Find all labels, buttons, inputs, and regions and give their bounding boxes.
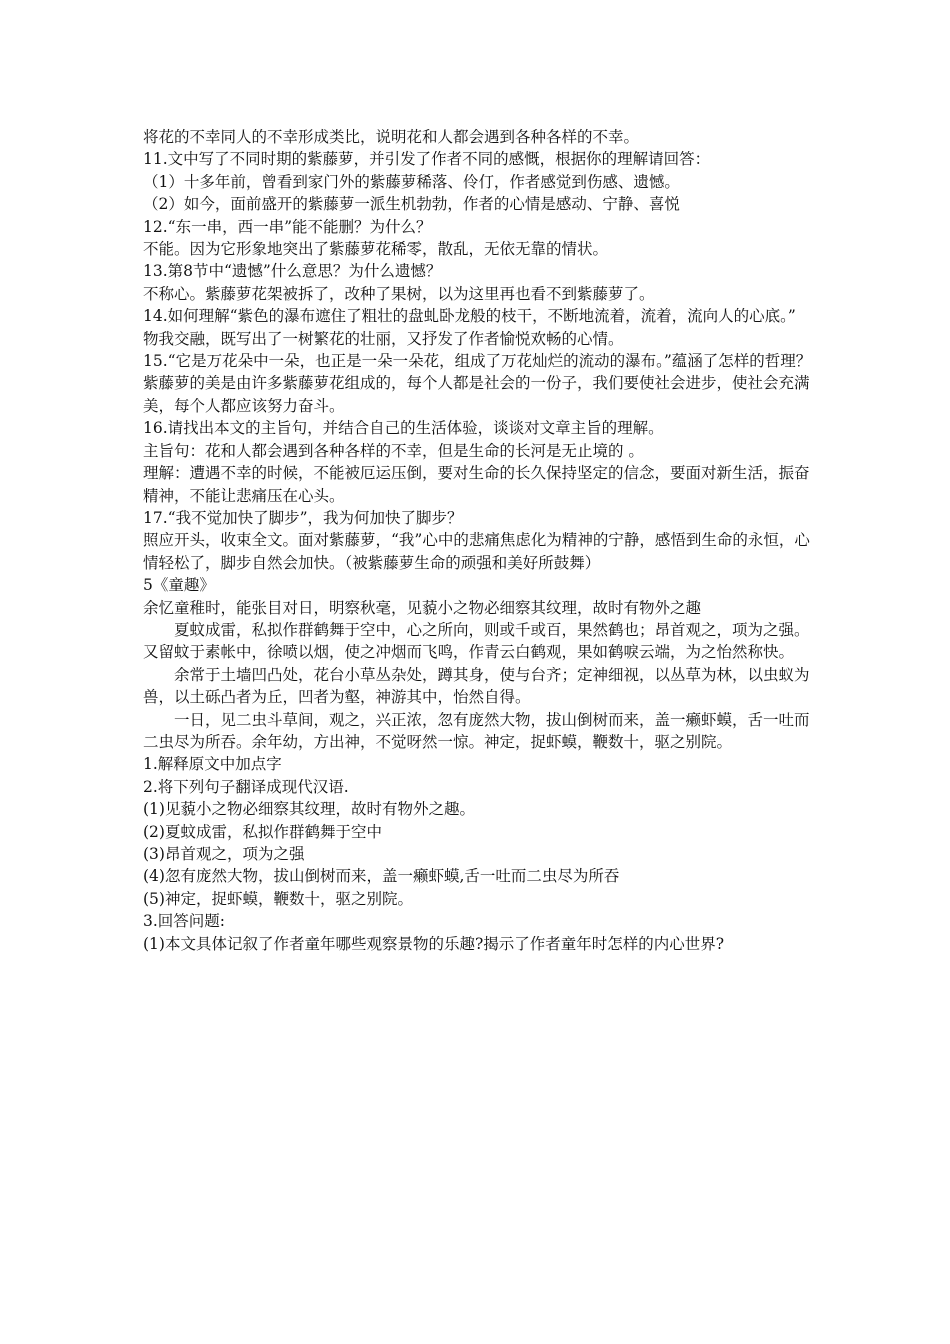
question-11: 11.文中写了不同时期的紫藤萝，并引发了作者不同的感慨，根据你的理解请回答： (143, 150, 711, 169)
document-page (143, 126, 815, 955)
question-13: 13.第8节中“遗憾”什么意思？为什么遗憾？ (143, 262, 442, 281)
text-line: 将花的不幸同人的不幸形成类比，说明花和人都会遇到各种各样的不幸。 (143, 128, 640, 146)
section-title: 5《童趣》 (143, 576, 215, 595)
answer-11-1: （1）十多年前，曾看到家门外的紫藤萝稀落、伶仃，作者感觉到伤感、遗憾。 (143, 172, 680, 191)
question-16: 16.请找出本文的主旨句，并结合自己的生活体验，谈谈对文章主旨的理解。 (143, 419, 664, 438)
exercise-3-item-1: (1)本文具体记叙了作者童年哪些观察景物的乐趣?揭示了作者童年时怎样的内心世界? (143, 934, 725, 953)
passage-paragraph-4: 一日，见二虫斗草间，观之，兴正浓，忽有庞然大物，拔山倒树而来，盖一癞虾蟆，舌一吐而二虫尽为所吞。余年幼，方出神，不觉呀然一惊。神定，捉虾蟆，鞭数十，驱之别院。 (143, 710, 810, 751)
exercise-2-item-1: (1)见藐小之物必细察其纹理，故时有物外之趣。 (143, 800, 475, 819)
passage-paragraph-2: 夏蚊成雷，私拟作群鹤舞于空中，心之所向，则或千或百，果然鹤也；昂首观之，项为之强。又留蚊于素帐中，徐喷以烟，使之冲烟而飞鸣，作青云白鹤观，果如鹤唳云端，为之怡然称快。 (143, 620, 810, 662)
answer-16-theme: 主旨句：花和人都会遇到各种各样的不幸，但是生命的长河是无止境的 。 (143, 441, 644, 460)
exercise-2-item-3: (3)昂首观之，项为之强 (143, 845, 305, 863)
question-15: 15.“它是万花朵中一朵，也正是一朵一朵花，组成了万花灿烂的流动的瀑布。”蕴涵了怎样的哲理？ (143, 352, 812, 371)
answer-16-understanding: 理解：遭遇不幸的时候，不能被厄运压倒，要对生命的长久保持坚定的信念，要面对新生活，振奋精神，不能让悲痛压在心头。 (143, 464, 810, 505)
passage-paragraph-3: 余常于土墙凹凸处，花台小草丛杂处，蹲其身，使与台齐；定神细视，以丛草为林，以虫蚁为兽，以土砾凸者为丘，凹者为壑，神游其中，怡然自得。 (143, 665, 810, 707)
answer-14: 物我交融，既写出了一树繁花的壮丽，又抒发了作者愉悦欢畅的心情。 (143, 329, 624, 348)
exercise-1: 1.解释原文中加点字 (143, 755, 282, 774)
exercise-2-item-2: (2)夏蚊成雷，私拟作群鹤舞于空中 (143, 822, 382, 841)
question-17: 17.“我不觉加快了脚步”，我为何加快了脚步？ (143, 508, 463, 527)
answer-11-2: （2）如今，面前盛开的紫藤萝一派生机勃勃，作者的心情是感动、宁静、喜悦 (143, 195, 680, 214)
exercise-2-item-4: (4)忽有庞然大物，拔山倒树而来，盖一癞虾蟆,舌一吐而二虫尽为所吞 (143, 867, 620, 886)
answer-15: 紫藤萝的美是由许多紫藤萝花组成的，每个人都是社会的一份子，我们要使社会进步，使社会充满美，每个人都应该努力奋斗。 (143, 374, 810, 415)
answer-17: 照应开头，收束全文。面对紫藤萝，“我”心中的悲痛焦虑化为精神的宁静，感悟到生命的永恒，心情轻松了，脚步自然会加快。（被紫藤萝生命的顽强和美好所鼓舞） (143, 531, 810, 572)
exercise-2: 2.将下列句子翻译成现代汉语. (143, 777, 349, 796)
answer-12: 不能。因为它形象地突出了紫藤萝花稀零，散乱，无依无靠的情状。 (143, 240, 609, 259)
exercise-2-item-5: (5)神定，捉虾蟆，鞭数十，驱之别院。 (143, 889, 413, 908)
passage-paragraph-1: 余忆童稚时，能张目对日，明察秋毫，见藐小之物必细察其纹理，故时有物外之趣 (143, 598, 702, 617)
exercise-3: 3.回答问题: (143, 912, 226, 931)
answer-13: 不称心。紫藤萝花架被拆了，改种了果树，以为这里再也看不到紫藤萝了。 (143, 284, 655, 303)
question-12: 12.“东一串，西一串”能不能删？为什么？ (143, 217, 432, 236)
question-14: 14.如何理解“紫色的瀑布遮住了粗壮的盘虬卧龙般的枝干，不断地流着，流着，流向人的心底。” (143, 307, 796, 326)
